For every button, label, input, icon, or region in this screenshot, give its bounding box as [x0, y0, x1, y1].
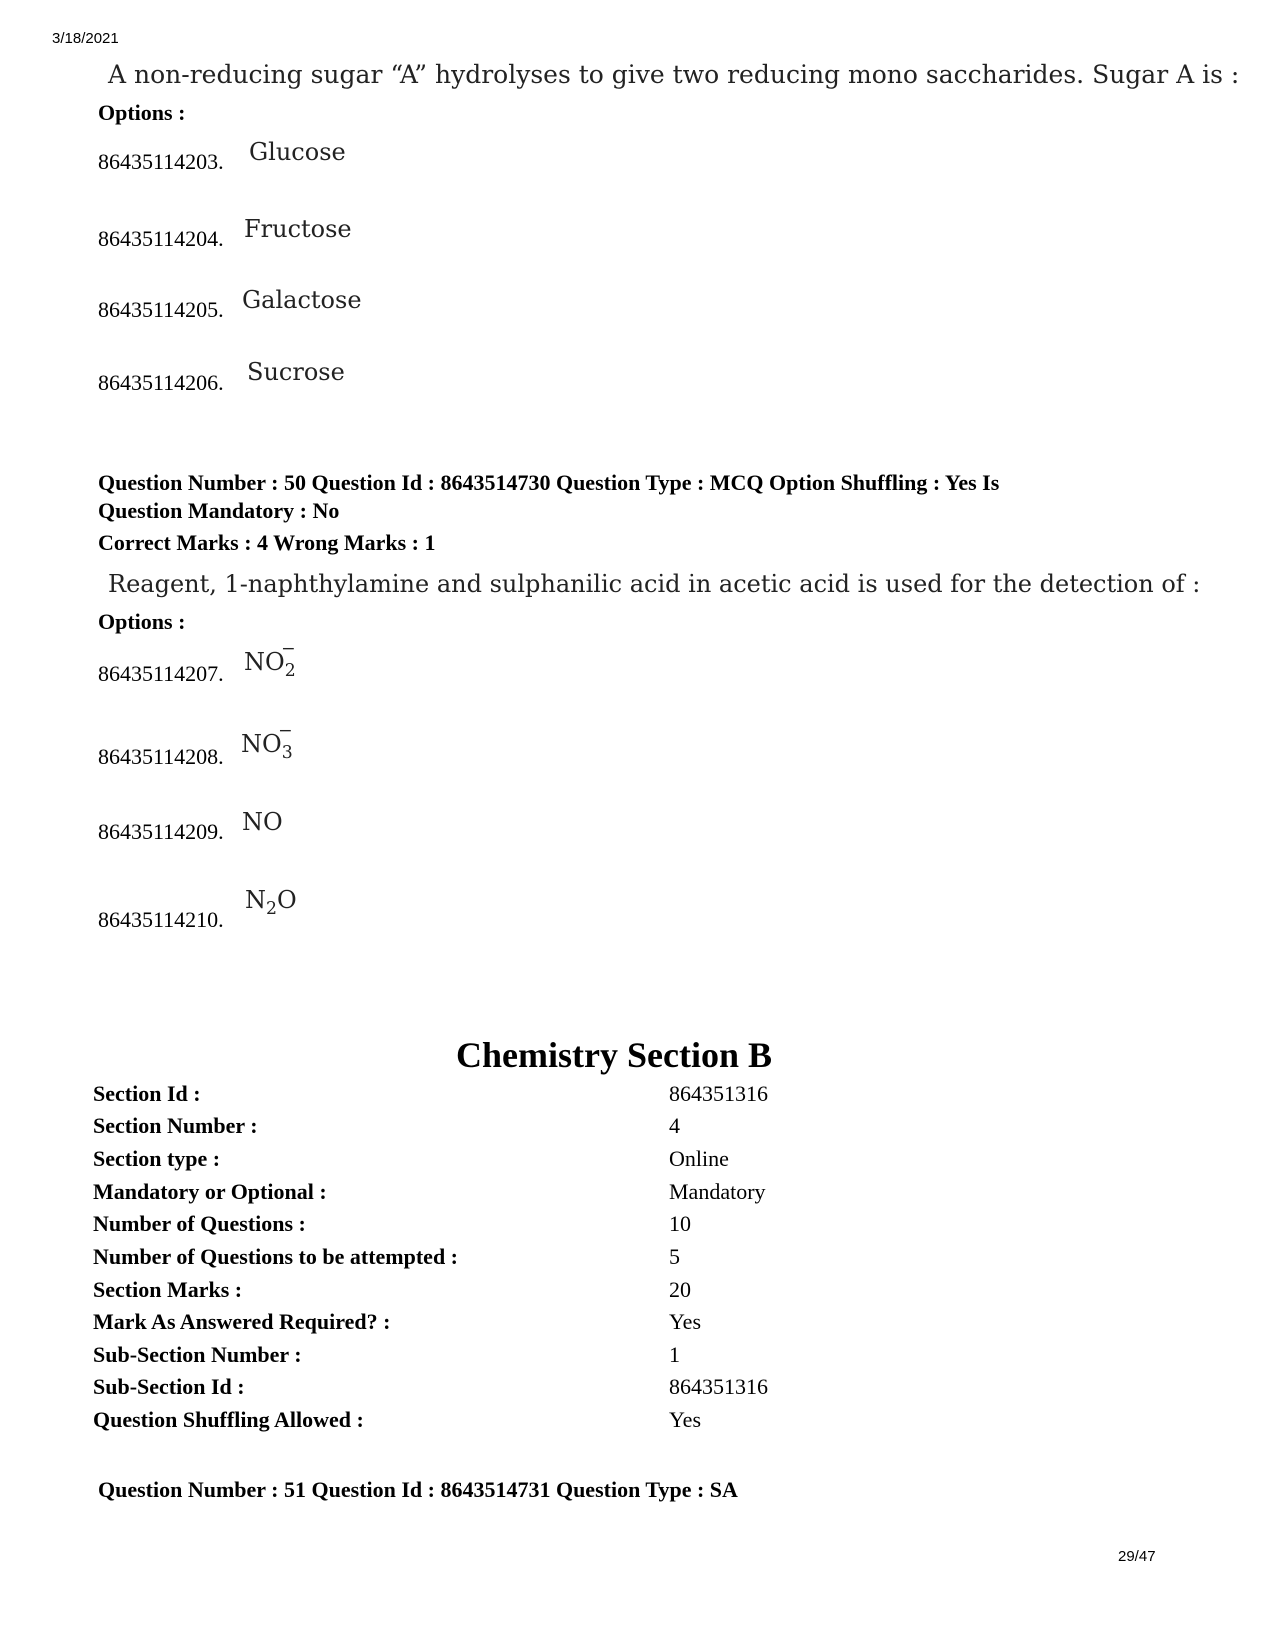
option-id: 86435114205.: [98, 297, 224, 322]
section-field-value: 20: [669, 1277, 691, 1302]
option-id: 86435114209.: [98, 819, 224, 844]
option-text: Galactose: [242, 286, 362, 314]
option-id: 86435114203.: [98, 149, 224, 174]
section-field-value: 4: [669, 1113, 680, 1138]
option-formula: NO: [242, 808, 283, 836]
section-title: Chemistry Section B: [456, 1035, 772, 1075]
section-field-value: 1: [669, 1342, 680, 1367]
section-field-value: 864351316: [669, 1081, 768, 1106]
option-id: 86435114208.: [98, 744, 224, 769]
section-field-label: Sub-Section Number :: [93, 1342, 302, 1367]
section-field-label: Section Id :: [93, 1081, 201, 1106]
section-field-value: Yes: [669, 1309, 702, 1334]
question-meta-line: Question Mandatory : No: [98, 498, 340, 523]
section-field-value: Mandatory: [669, 1179, 766, 1204]
option-formula: $NO_2$ −: [244, 638, 296, 682]
section-field-label: Section Marks :: [93, 1277, 243, 1302]
section-field-label: Question Shuffling Allowed :: [93, 1407, 364, 1432]
section-field-label: Mandatory or Optional :: [93, 1179, 327, 1204]
question-text: A non-reducing sugar “A” hydrolyses to give two reducing mono saccharides. Sugar A is :: [108, 60, 1240, 89]
print-date: 3/18/2021: [52, 30, 119, 47]
section-field-label: Mark As Answered Required? :: [93, 1309, 391, 1334]
question-meta-line: Question Number : 50 Question Id : 8643514730 Question Type : MCQ Option Shuffling : Yes Is: [98, 470, 1000, 495]
section-field-label: Section Number :: [93, 1113, 258, 1138]
options-label: Options :: [98, 100, 186, 125]
section-field-value: Online: [669, 1146, 729, 1171]
option-text: Sucrose: [247, 358, 345, 386]
option-id: 86435114210.: [98, 907, 224, 932]
section-field-label: Sub-Section Id :: [93, 1374, 245, 1399]
option-id: 86435114207.: [98, 661, 224, 686]
question-text: Reagent, 1-naphthylamine and sulphanilic acid in acetic acid is used for the detection of :: [108, 570, 1201, 598]
question-meta-line: Question Number : 51 Question Id : 8643514731 Question Type : SA: [98, 1477, 738, 1502]
option-text: Fructose: [244, 215, 352, 243]
section-field-label: Number of Questions :: [93, 1211, 306, 1236]
section-field-value: 5: [669, 1244, 680, 1269]
page-number: 29/47: [1118, 1548, 1156, 1565]
section-field-label: Number of Questions to be attempted :: [93, 1244, 459, 1269]
option-formula: $NO_3$ −: [241, 720, 293, 764]
option-id: 86435114204.: [98, 226, 224, 251]
options-label: Options :: [98, 609, 186, 634]
option-formula: $N_2O$: [245, 886, 297, 920]
section-field-label: Section type :: [93, 1146, 221, 1171]
marks-line: Correct Marks : 4 Wrong Marks : 1: [98, 530, 436, 555]
section-field-value: Yes: [669, 1407, 702, 1432]
option-text: Glucose: [249, 138, 346, 166]
section-field-value: 10: [669, 1211, 691, 1236]
option-id: 86435114206.: [98, 370, 224, 395]
section-field-value: 864351316: [669, 1374, 768, 1399]
